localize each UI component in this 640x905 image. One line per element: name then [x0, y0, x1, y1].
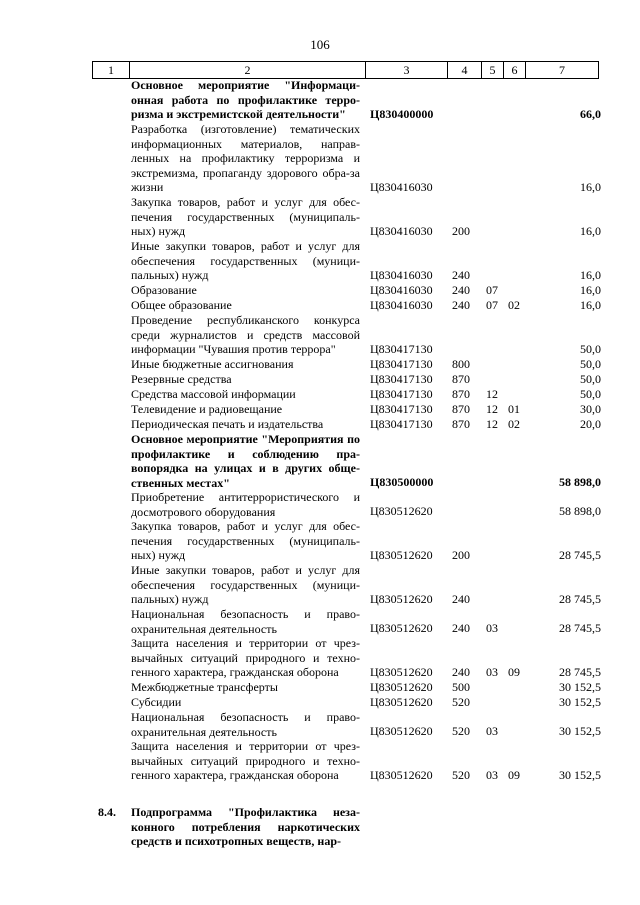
row-code: Ц830417130 — [370, 387, 433, 402]
row-amount: 28 745,5 — [559, 592, 601, 607]
row-code: Ц830512620 — [370, 768, 433, 783]
row-amount: 30 152,5 — [559, 695, 601, 710]
row-code: Ц830417130 — [370, 402, 433, 417]
row-amount: 28 745,5 — [559, 665, 601, 680]
header-col-7: 7 — [525, 62, 599, 78]
row-amount: 50,0 — [580, 372, 601, 387]
table-row — [0, 122, 640, 195]
row-amount: 28 745,5 — [559, 621, 601, 636]
row-code: Ц830400000 — [370, 107, 434, 122]
row-col-4: 800 — [452, 357, 470, 372]
table-row — [0, 239, 640, 283]
row-col-5: 07 — [486, 283, 498, 298]
row-description: Резервные средства — [131, 372, 232, 386]
row-col-5: 12 — [486, 417, 498, 432]
row-amount: 30 152,5 — [559, 724, 601, 739]
table-row — [0, 490, 640, 519]
row-code: Ц830512620 — [370, 724, 433, 739]
row-amount: 30 152,5 — [559, 768, 601, 783]
row-col-4: 870 — [452, 402, 470, 417]
row-col-5: 03 — [486, 665, 498, 680]
row-description: Межбюджетные трансферты — [131, 680, 278, 694]
row-col-6: 02 — [508, 417, 520, 432]
row-col-4: 870 — [452, 387, 470, 402]
row-col-4: 240 — [452, 283, 470, 298]
row-description: Закупка товаров, работ и услуг для обес-печения государственных (муниципаль-ных) нужд — [131, 195, 360, 239]
row-col-4: 240 — [452, 268, 470, 283]
row-amount: 16,0 — [580, 298, 601, 313]
row-amount: 50,0 — [580, 342, 601, 357]
table-row — [0, 78, 640, 122]
row-col-5: 12 — [486, 402, 498, 417]
row-amount: 66,0 — [580, 107, 601, 122]
row-description: Средства массовой информации — [131, 387, 296, 401]
row-description: Общее образование — [131, 298, 232, 312]
header-col-3: 3 — [365, 62, 447, 78]
row-description: Телевидение и радиовещание — [131, 402, 283, 416]
row-code: Ц830512620 — [370, 695, 433, 710]
table-row — [0, 680, 640, 695]
row-code: Ц830512620 — [370, 680, 433, 695]
row-description: Проведение республиканского конкурса среди журналистов и средств массовой информации "Чувашия против террора" — [131, 313, 360, 357]
row-amount: 16,0 — [580, 180, 601, 195]
row-description: Национальная безопасность и право-охранительная деятельность — [131, 710, 360, 739]
row-description: Периодическая печать и издательства — [131, 417, 324, 431]
row-amount: 50,0 — [580, 357, 601, 372]
row-description: Иные бюджетные ассигнования — [131, 357, 294, 371]
table-row — [0, 283, 640, 298]
row-description: Субсидии — [131, 695, 182, 709]
row-code: Ц830416030 — [370, 268, 433, 283]
table-row — [0, 710, 640, 739]
header-col-4: 4 — [447, 62, 481, 78]
row-col-4: 240 — [452, 298, 470, 313]
table-row — [0, 313, 640, 357]
row-col-5: 12 — [486, 387, 498, 402]
row-description: Образование — [131, 283, 197, 297]
row-code: Ц830416030 — [370, 224, 433, 239]
header-col-5: 5 — [481, 62, 503, 78]
row-col-6: 01 — [508, 402, 520, 417]
row-col-5: 07 — [486, 298, 498, 313]
row-col-4: 870 — [452, 372, 470, 387]
row-description: Защита населения и территории от чрез-вычайных ситуаций природного и техно-генного характера, гражданская оборона — [131, 739, 360, 783]
row-col-4: 240 — [452, 665, 470, 680]
row-code: Ц830512620 — [370, 621, 433, 636]
row-col-4: 240 — [452, 592, 470, 607]
row-code: Ц830416030 — [370, 298, 433, 313]
table-row — [0, 372, 640, 387]
row-description: Приобретение антитеррористического и досмотрового оборудования — [131, 490, 360, 519]
row-amount: 58 898,0 — [559, 504, 601, 519]
row-description: Иные закупки товаров, работ и услуг для обеспечения государственных (муници-пальных) нужд — [131, 239, 360, 283]
row-amount: 30,0 — [580, 402, 601, 417]
table-row — [0, 432, 640, 490]
table-header — [92, 61, 599, 79]
table-body — [0, 78, 640, 849]
table-row — [0, 402, 640, 417]
row-code: Ц830512620 — [370, 504, 433, 519]
table-row — [0, 739, 640, 783]
table-row — [0, 695, 640, 710]
row-amount: 16,0 — [580, 268, 601, 283]
header-col-2: 2 — [129, 62, 365, 78]
row-amount: 20,0 — [580, 417, 601, 432]
row-col-6: 09 — [508, 665, 520, 680]
section-row — [0, 805, 640, 849]
row-amount: 50,0 — [580, 387, 601, 402]
row-code: Ц830512620 — [370, 592, 433, 607]
section-number: 8.4. — [98, 805, 116, 819]
table-row — [0, 563, 640, 607]
row-col-4: 520 — [452, 695, 470, 710]
row-code: Ц830417130 — [370, 342, 433, 357]
row-amount: 16,0 — [580, 283, 601, 298]
row-col-4: 240 — [452, 621, 470, 636]
row-code: Ц830417130 — [370, 357, 433, 372]
row-description: Разработка (изготовление) тематических информационных материалов, направ-ленных на профилактику терроризма и экстремизма, пропаганду здорового обра-за жизни — [131, 122, 360, 195]
row-description: Подпрограмма "Профилактика неза-конного потребления наркотических средств и психотропных веществ, нар- — [131, 805, 360, 849]
row-code: Ц830512620 — [370, 548, 433, 563]
table-row — [0, 387, 640, 402]
row-description: Иные закупки товаров, работ и услуг для обеспечения государственных (муници-пальных) нужд — [131, 563, 360, 607]
row-amount: 30 152,5 — [559, 680, 601, 695]
table-row — [0, 636, 640, 680]
row-col-4: 200 — [452, 548, 470, 563]
table-row — [0, 607, 640, 636]
row-col-6: 09 — [508, 768, 520, 783]
table-row — [0, 298, 640, 313]
row-code: Ц830500000 — [370, 475, 434, 490]
table-row — [0, 417, 640, 432]
row-col-4: 520 — [452, 724, 470, 739]
row-description: Закупка товаров, работ и услуг для обес-печения государственных (муниципаль-ных) нужд — [131, 519, 360, 563]
row-amount: 28 745,5 — [559, 548, 601, 563]
row-code: Ц830416030 — [370, 180, 433, 195]
header-col-1: 1 — [92, 62, 129, 78]
row-code: Ц830417130 — [370, 417, 433, 432]
row-col-4: 520 — [452, 768, 470, 783]
row-amount: 58 898,0 — [559, 475, 601, 490]
row-col-5: 03 — [486, 768, 498, 783]
row-code: Ц830417130 — [370, 372, 433, 387]
table-row — [0, 357, 640, 372]
row-col-4: 870 — [452, 417, 470, 432]
row-code: Ц830512620 — [370, 665, 433, 680]
row-description: Защита населения и территории от чрез-вычайных ситуаций природного и техно-генного характера, гражданская оборона — [131, 636, 360, 680]
header-col-6: 6 — [503, 62, 525, 78]
page-number: 106 — [310, 37, 330, 52]
row-col-4: 200 — [452, 224, 470, 239]
row-description: Основное мероприятие "Информаци-онная работа по профилактике терро-ризма и экстремистской деятельности" — [131, 78, 360, 122]
row-col-5: 03 — [486, 724, 498, 739]
row-amount: 16,0 — [580, 224, 601, 239]
row-col-4: 500 — [452, 680, 470, 695]
table-row — [0, 519, 640, 563]
row-description: Национальная безопасность и право-охранительная деятельность — [131, 607, 360, 636]
row-col-5: 03 — [486, 621, 498, 636]
row-code: Ц830416030 — [370, 283, 433, 298]
row-description: Основное мероприятие "Мероприятия по профилактике и соблюдению пра-вопорядка на улицах и в других обще-ственных местах" — [131, 432, 360, 490]
table-row — [0, 195, 640, 239]
row-col-6: 02 — [508, 298, 520, 313]
